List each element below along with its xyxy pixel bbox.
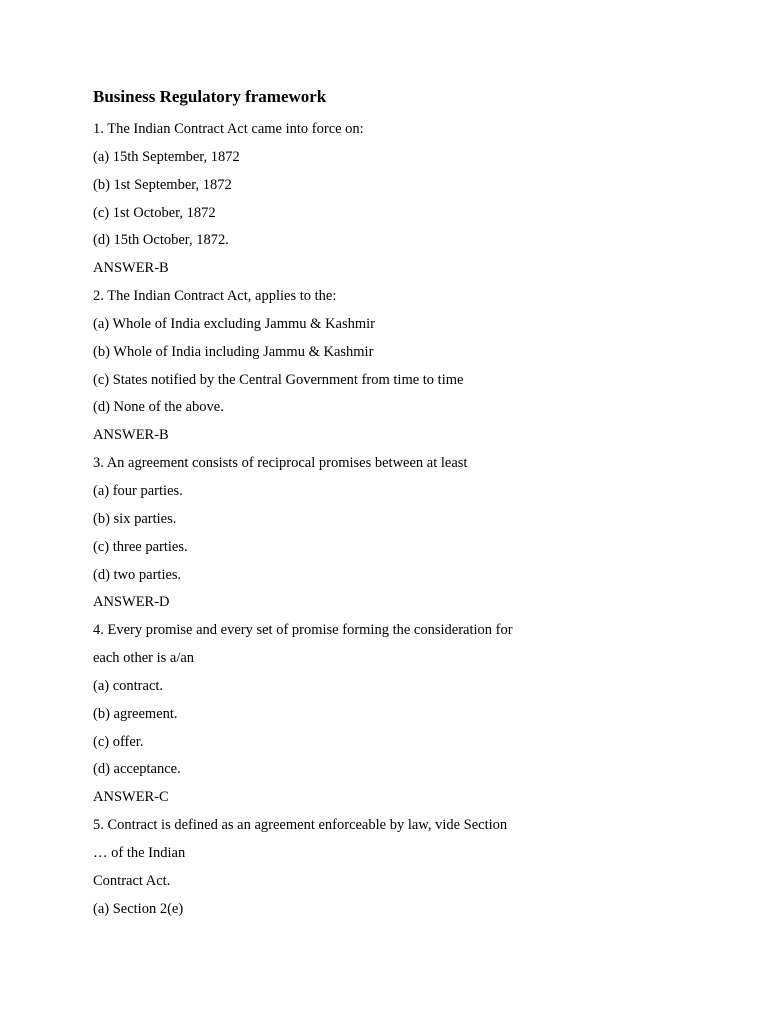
question-4-option-a: (a) contract. — [93, 677, 164, 694]
question-3-option-b: (b) six parties. — [93, 510, 177, 527]
question-5-text: 5. Contract is defined as an agreement enforceable by law, vide Section — [93, 817, 508, 834]
question-1-option-c: (c) 1st October, 1872 — [93, 204, 216, 221]
question-2-option-b: (b) Whole of India including Jammu & Kashmir — [93, 343, 374, 360]
question-2-option-a: (a) Whole of India excluding Jammu & Kashmir — [93, 315, 376, 332]
question-1-answer: ANSWER-B — [93, 260, 169, 277]
question-5-text-continued: … of the Indian — [93, 844, 186, 861]
question-4-answer: ANSWER-C — [93, 789, 169, 806]
question-3-option-c: (c) three parties. — [93, 538, 188, 555]
question-1-text: 1. The Indian Contract Act came into force on: — [93, 121, 364, 137]
question-2-text: 2. The Indian Contract Act, applies to the: — [93, 288, 337, 305]
question-3-option-a: (a) four parties. — [93, 482, 183, 499]
document-title: Business Regulatory framework — [93, 87, 327, 106]
question-5-option-a: (a) Section 2(e) — [93, 900, 184, 917]
document-body — [93, 116, 513, 923]
question-2-option-c: (c) States notified by the Central Government from time to time — [93, 371, 464, 388]
question-4-option-b: (b) agreement. — [93, 705, 178, 722]
question-4-option-d: (d) acceptance. — [93, 761, 181, 778]
question-4-option-c: (c) offer. — [93, 733, 144, 750]
question-2-answer: ANSWER-B — [93, 427, 169, 444]
question-3-option-d: (d) two parties. — [93, 566, 182, 583]
question-4-text-continued: each other is a/an — [93, 650, 195, 667]
question-1-option-a: (a) 15th September, 1872 — [93, 148, 240, 165]
question-1-option-b: (b) 1st September, 1872 — [93, 176, 232, 193]
question-2-option-d: (d) None of the above. — [93, 399, 224, 416]
question-3-text: 3. An agreement consists of reciprocal promises between at least — [93, 455, 468, 472]
question-3-answer: ANSWER-D — [93, 594, 170, 611]
question-4-text: 4. Every promise and every set of promise forming the consideration for — [93, 622, 513, 639]
question-5-text-continued-2: Contract Act. — [93, 872, 171, 889]
question-1-option-d: (d) 15th October, 1872. — [93, 232, 229, 249]
